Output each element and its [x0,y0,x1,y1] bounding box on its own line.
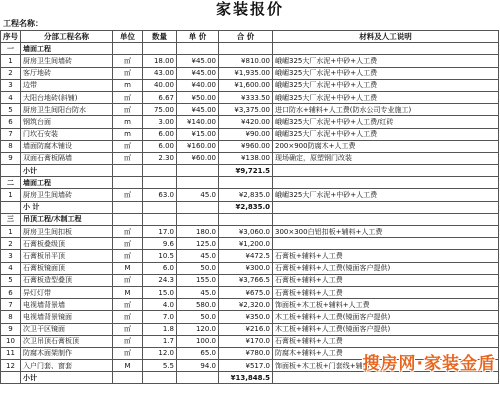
cell-name: 墙面工程 [21,177,113,189]
section-row [1,43,499,55]
section-row [1,213,499,225]
cell-total [219,43,273,55]
cell-unit: ㎡ [113,323,143,335]
table-row [1,311,499,323]
table-row [1,299,499,311]
cell-total: ¥780.0 [219,347,273,359]
cell-total: ¥960.00 [219,140,273,152]
cell-seq: 2 [1,67,21,79]
cell-total: ¥350.0 [219,311,273,323]
cell-name: 墙面工程 [21,43,113,55]
cell-qty: 75.00 [143,104,177,116]
project-name-label: 工程名称： [3,19,43,28]
cell-desc: 200×900防腐木+人工费 [273,140,499,152]
cell-name: 石膏板镜面顶 [21,262,113,274]
table-row [1,250,499,262]
cell-price [177,201,219,213]
cell-desc: 峨嵋325大厂水泥+中砂+人工费 [273,91,499,103]
table-row [1,104,499,116]
cell-desc: 木工板+辅料+人工费(镜面客户提供) [273,323,499,335]
cell-unit: M [113,286,143,298]
cell-name: 钢筑台面 [21,116,113,128]
cell-price: 45.0 [177,286,219,298]
header-total: 合 价 [219,31,273,43]
table-row [1,238,499,250]
cell-price: ¥40.00 [177,79,219,91]
cell-price: 45.0 [177,189,219,201]
cell-price [177,43,219,55]
cell-qty: 24.3 [143,274,177,286]
cell-unit: M [113,360,143,372]
cell-price: 45.0 [177,250,219,262]
cell-total: ¥216.0 [219,323,273,335]
cell-desc: 峨嵋325大厂水泥+中砂+人工费 [273,128,499,140]
cell-price: 65.0 [177,347,219,359]
cell-desc: 峨嵋325大厂水泥+中砂+人工费 [273,55,499,67]
table-header-row [1,31,499,43]
header-seq: 序号 [1,31,21,43]
cell-unit: m [113,79,143,91]
cell-qty: 6.0 [143,262,177,274]
cell-price [177,177,219,189]
table-row [1,79,499,91]
cell-desc [273,201,499,213]
cell-qty [143,43,177,55]
cell-desc [273,43,499,55]
cell-seq: 8 [1,311,21,323]
table-row [1,116,499,128]
cell-unit: ㎡ [113,55,143,67]
cell-unit: ㎡ [113,140,143,152]
cell-unit: ㎡ [113,274,143,286]
cell-total: ¥2,835.0 [219,201,273,213]
cell-total: ¥3,766.5 [219,274,273,286]
cell-desc: 防腐木+辅料+人工费 [273,347,499,359]
cell-name: 次卫吊顶石膏板顶 [21,335,113,347]
cell-desc: 石膏板+辅料+人工费(镜面客户提供) [273,262,499,274]
cell-total: ¥170.0 [219,335,273,347]
table-row [1,140,499,152]
cell-seq: 1 [1,226,21,238]
cell-total: ¥1,935.00 [219,67,273,79]
cell-unit: M [113,262,143,274]
cell-unit: ㎡ [113,335,143,347]
cell-total: ¥1,600.00 [219,79,273,91]
table-row [1,55,499,67]
cell-unit: ㎡ [113,67,143,79]
cell-name: 石膏板造型叠顶 [21,274,113,286]
cell-qty: 3.00 [143,116,177,128]
table-row [1,226,499,238]
cell-qty [143,372,177,384]
cell-seq: 4 [1,91,21,103]
cell-seq: 10 [1,335,21,347]
cell-name: 入户门套、窗套 [21,360,113,372]
cell-qty [143,213,177,225]
table-row [1,262,499,274]
table-row [1,91,499,103]
cell-name: 小 计 [21,201,113,213]
cell-unit: ㎡ [113,238,143,250]
cell-total: ¥13,848.5 [219,372,273,384]
cell-name: 电视墙背景镜面 [21,311,113,323]
cell-name: 边带 [21,79,113,91]
section-row [1,177,499,189]
cell-seq: 12 [1,360,21,372]
cell-seq: 6 [1,116,21,128]
cell-qty: 40.00 [143,79,177,91]
cell-seq: 5 [1,104,21,116]
cell-seq: 3 [1,250,21,262]
cell-name: 石膏板吊平顶 [21,250,113,262]
cell-qty: 6.67 [143,91,177,103]
cell-qty: 6.00 [143,140,177,152]
cell-name: 次卫干区镜面 [21,323,113,335]
header-unit: 单位 [113,31,143,43]
cell-total: ¥472.5 [219,250,273,262]
table-row [1,335,499,347]
cell-unit: ㎡ [113,104,143,116]
table-row [1,128,499,140]
cell-name: 客厅地砖 [21,67,113,79]
cell-price: ¥45.00 [177,104,219,116]
cell-price [177,165,219,177]
cell-total: ¥3,375.00 [219,104,273,116]
cell-qty: 18.00 [143,55,177,67]
cell-total: ¥90.00 [219,128,273,140]
cell-qty: 12.0 [143,347,177,359]
cell-unit: ㎡ [113,189,143,201]
cell-qty [143,177,177,189]
cell-name: 异灯灯带 [21,286,113,298]
cell-total: ¥3,060.0 [219,226,273,238]
table-row [1,152,499,164]
cell-desc: 峨嵋325大厂水泥+中砂+人工费 [273,79,499,91]
cell-qty: 7.0 [143,311,177,323]
cell-name: 门坎石安装 [21,128,113,140]
cell-total: ¥300.0 [219,262,273,274]
cell-price: ¥45.00 [177,67,219,79]
cell-total: ¥2,835.0 [219,189,273,201]
cell-seq: 5 [1,274,21,286]
cell-unit [113,213,143,225]
cell-qty: 43.00 [143,67,177,79]
cell-name: 厨房卫生间阳台防水 [21,104,113,116]
cell-unit: ㎡ [113,152,143,164]
cell-price: 125.0 [177,238,219,250]
cell-seq [1,165,21,177]
cell-desc: 饰面板+木工板+辅料+人工费 [273,299,499,311]
cell-qty: 63.0 [143,189,177,201]
cell-desc: 进口防水+辅料+人工费(防水公司专业施工) [273,104,499,116]
cell-name: 石膏板叠级顶 [21,238,113,250]
cell-price: 50.0 [177,311,219,323]
cell-price: 100.0 [177,335,219,347]
cell-qty: 1.7 [143,335,177,347]
cell-seq: 4 [1,262,21,274]
cell-seq: 1 [1,189,21,201]
cell-name: 大阳台地砖(斜铺) [21,91,113,103]
cell-total [219,213,273,225]
cell-total: ¥138.00 [219,152,273,164]
cell-seq: 3 [1,79,21,91]
cell-desc: 木工板+辅料+人工费(镜面客户提供) [273,311,499,323]
cell-unit: m [113,128,143,140]
subtotal-row [1,201,499,213]
cell-unit [113,165,143,177]
page-title: 家装报价 [215,0,284,18]
cell-price: 120.0 [177,323,219,335]
cell-seq: 二 [1,177,21,189]
subtotal-row [1,165,499,177]
cell-name: 厨房卫生间扣板 [21,226,113,238]
header-name: 分部工程名称 [21,31,113,43]
cell-price [177,213,219,225]
cell-price: ¥50.00 [177,91,219,103]
cell-desc [273,177,499,189]
cell-price: 580.0 [177,299,219,311]
table-row [1,189,499,201]
cell-total: ¥2,320.0 [219,299,273,311]
cell-seq: 6 [1,286,21,298]
cell-unit: m [113,116,143,128]
cell-qty: 10.5 [143,250,177,262]
cell-total: ¥1,200.0 [219,238,273,250]
cell-desc: 现场确定，原塑钢门改装 [273,152,499,164]
cell-unit: ㎡ [113,311,143,323]
table-row [1,286,499,298]
cell-unit [113,177,143,189]
cell-desc [273,238,499,250]
cell-seq: 1 [1,55,21,67]
cell-seq: 8 [1,140,21,152]
cell-name: 防腐木面架制作 [21,347,113,359]
cell-total: ¥333.50 [219,91,273,103]
cell-unit: ㎡ [113,250,143,262]
cell-price: 94.0 [177,360,219,372]
cell-name: 墙面防腐木铺设 [21,140,113,152]
cell-price: ¥15.00 [177,128,219,140]
cell-seq: 9 [1,323,21,335]
cell-total: ¥9,721.5 [219,165,273,177]
header-desc: 材料及人工说明 [273,31,499,43]
cell-desc: 石膏板+辅料+人工费 [273,335,499,347]
cell-unit: ㎡ [113,347,143,359]
cell-price: ¥160.00 [177,140,219,152]
cell-qty: 15.0 [143,286,177,298]
cell-desc: 石膏板+辅料+人工费 [273,250,499,262]
cell-qty: 6.00 [143,128,177,140]
cell-name: 小计 [21,165,113,177]
table-row [1,67,499,79]
cell-desc [273,165,499,177]
cell-seq: 7 [1,299,21,311]
cell-qty: 4.0 [143,299,177,311]
cell-unit: ㎡ [113,91,143,103]
cell-qty [143,165,177,177]
header-price: 单 价 [177,31,219,43]
cell-total: ¥810.00 [219,55,273,67]
cell-price: ¥45.00 [177,55,219,67]
cell-unit [113,43,143,55]
watermark-logo: 搜房网·家装金盾 [362,354,496,374]
cell-name: 双面石膏板隔墙 [21,152,113,164]
cell-total [219,177,273,189]
cell-qty: 2.30 [143,152,177,164]
table-row [1,323,499,335]
cell-unit [113,201,143,213]
cell-name: 厨房卫生间墙砖 [21,189,113,201]
cell-desc: 300×300白铝扣板+辅料+人工费 [273,226,499,238]
cell-qty: 1.8 [143,323,177,335]
cell-seq [1,372,21,384]
cell-seq [1,201,21,213]
cell-desc: 石膏板+辅料+人工费 [273,286,499,298]
cell-price [177,372,219,384]
cell-unit: ㎡ [113,299,143,311]
cell-desc: 石膏板+辅料+人工费 [273,274,499,286]
header-qty: 数量 [143,31,177,43]
cell-price: ¥60.00 [177,152,219,164]
cell-desc: 饰面板+木工板+门套线+辅料+人工费 [273,360,499,372]
cell-desc: 峨嵋325大厂水泥+中砂+人工费 [273,67,499,79]
cell-name: 吊顶工程/木制工程 [21,213,113,225]
cell-desc: 峨嵋325大厂水泥+中砂+人工费 [273,189,499,201]
cell-desc: 峨嵋325大厂水泥+中砂+人工费/红砖 [273,116,499,128]
cell-price: 155.0 [177,274,219,286]
cell-seq: 11 [1,347,21,359]
cell-qty [143,201,177,213]
cell-seq: 7 [1,128,21,140]
cell-total: ¥420.00 [219,116,273,128]
cell-unit [113,372,143,384]
cell-seq: 2 [1,238,21,250]
cell-qty: 5.5 [143,360,177,372]
cell-desc [273,213,499,225]
cell-price: 50.0 [177,262,219,274]
cell-seq: 一 [1,43,21,55]
cell-name: 小计 [21,372,113,384]
cell-name: 电视墙背景墙 [21,299,113,311]
cell-qty: 17.0 [143,226,177,238]
cell-total: ¥517.0 [219,360,273,372]
cell-seq: 9 [1,152,21,164]
quote-table [0,30,499,384]
table-row [1,274,499,286]
cell-qty: 9.6 [143,238,177,250]
cell-price: 180.0 [177,226,219,238]
cell-total: ¥675.0 [219,286,273,298]
cell-name: 厨房卫生间墙砖 [21,55,113,67]
cell-seq: 三 [1,213,21,225]
cell-price: ¥140.00 [177,116,219,128]
cell-unit: ㎡ [113,226,143,238]
